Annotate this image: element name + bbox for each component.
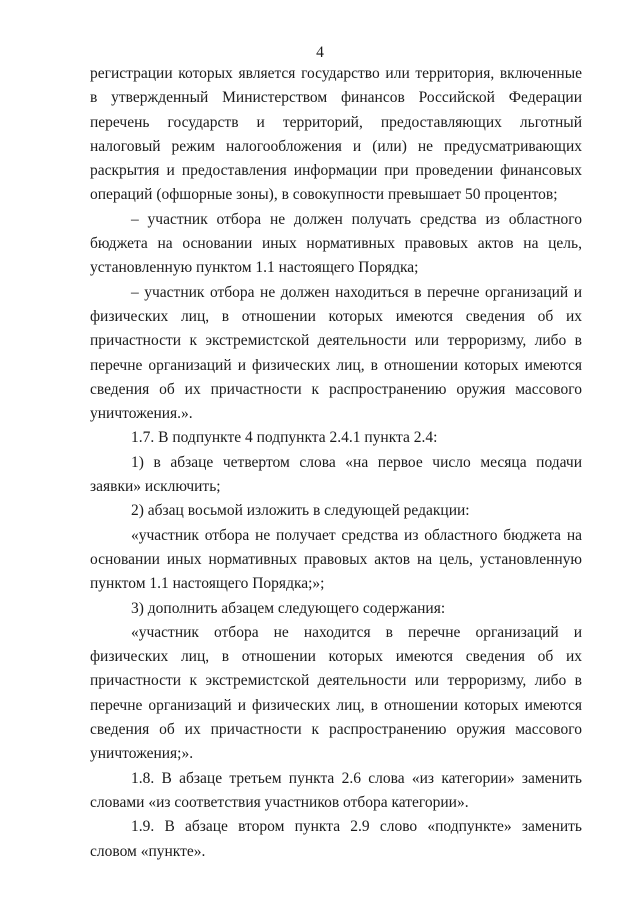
- paragraph: 1) в абзаце четвертом слова «на первое число месяца подачи заявки» исключить;: [90, 453, 582, 496]
- paragraph: – участник отбора не должен находиться в перечне организаций и физических лиц, в отношении которых имеются сведения об их причастности к экстремистской деятельности или терроризму, либо в перечне организаций и физических лиц, в отношении которых имеются сведения об их причастности к распространению оружия массового уничтожения.».: [90, 283, 582, 423]
- paragraph: 1.7. В подпункте 4 подпункта 2.4.1 пункта 2.4:: [131, 429, 438, 447]
- paragraph: 3) дополнить абзацем следующего содержания:: [131, 599, 446, 617]
- paragraph: 1.8. В абзаце третьем пункта 2.6 слова «из категории» заменить словами «из соответствия участников отбора категории».: [90, 769, 582, 811]
- paragraph: – участник отбора не должен получать средства из областного бюджета на основании иных нормативных правовых актов на цель, установленную пунктом 1.1 настоящего Порядка;: [90, 210, 582, 277]
- paragraph: регистрации которых является государство или территория, включенные в утвержденный Министерством финансов Российской Федерации перечень государств и территорий, предоставляющих льготный налоговый режим налогообложения и (или) не предусматривающих раскрытия и предоставления информации при проведении финансовых операций (офшорные зоны), в совокупности превышает 50 процентов;: [90, 65, 582, 204]
- paragraph: «участник отбора не находится в перечне организаций и физических лиц, в отношении которых имеются сведения об их причастности к экстремистской деятельности или терроризму, либо в перечне организаций и физических лиц, в отношении которых имеются сведения об их причастности к распространению оружия массового уничтожения;».: [90, 623, 582, 763]
- document-body: [90, 62, 582, 864]
- page-number: 4: [316, 44, 324, 61]
- paragraph: 1.9. В абзаце втором пункта 2.9 слово «подпункте» заменить словом «пункте».: [90, 818, 582, 860]
- paragraph: 2) абзац восьмой изложить в следующей редакции:: [131, 502, 470, 520]
- paragraph: «участник отбора не получает средства из областного бюджета на основании иных нормативных правовых актов на цель, установленную пунктом 1.1 настоящего Порядка;»;: [90, 526, 582, 593]
